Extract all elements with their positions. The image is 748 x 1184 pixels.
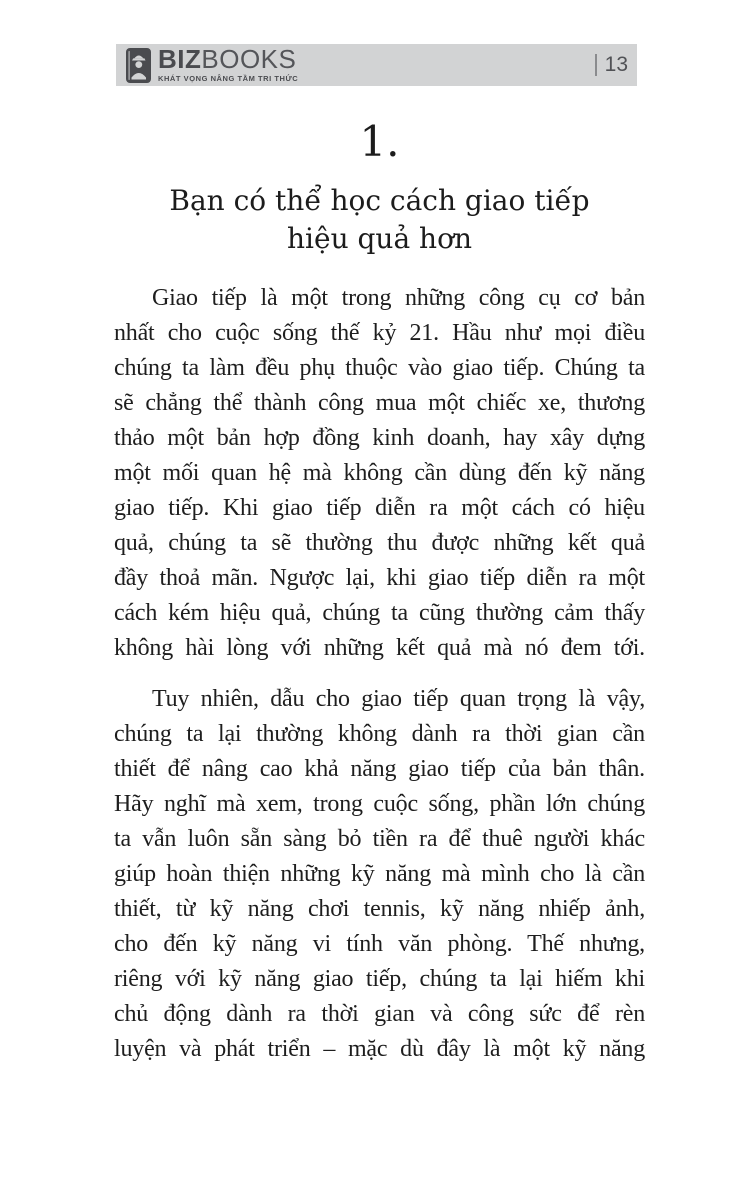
page-number-value: 13 xyxy=(604,53,628,76)
brand-name xyxy=(158,44,298,74)
chapter-title xyxy=(114,182,645,258)
body-line: cho đến kỹ năng vi tính văn phòng. Thế nhưng, xyxy=(114,931,645,957)
brand-text xyxy=(158,44,299,83)
brand-name-bold: BIZ xyxy=(158,44,202,74)
chapter-title-line: hiệu quả hơn xyxy=(287,222,472,255)
paragraph xyxy=(114,682,645,1067)
body-line: thiết, từ kỹ năng chơi tennis, kỹ năng nhiếp ảnh, xyxy=(114,896,645,922)
page-number xyxy=(595,44,628,86)
brand xyxy=(126,44,298,86)
body-line: chúng ta làm đều phụ thuộc vào giao tiếp. Chúng ta xyxy=(114,355,645,381)
chapter-content xyxy=(114,118,645,1067)
body-line: một mối quan hệ mà không cần dùng đến kỹ năng xyxy=(114,460,645,486)
body-line: Hãy nghĩ mà xem, trong cuộc sống, phần lớn chúng xyxy=(114,791,645,817)
body-line: thảo một bản hợp đồng kinh doanh, hay xây dựng xyxy=(114,425,645,451)
body-line: nhất cho cuộc sống thế kỷ 21. Hầu như mọi điều xyxy=(114,320,645,346)
chapter-number: 1. xyxy=(359,117,400,166)
body-line: sẽ chẳng thể thành công mua một chiếc xe, thương xyxy=(114,390,645,416)
page-number-separator xyxy=(595,54,597,76)
body-line: thiết để nâng cao khả năng giao tiếp của bản thân. xyxy=(114,756,645,782)
body-line: giao tiếp. Khi giao tiếp diễn ra một cách có hiệu xyxy=(114,495,645,521)
body-line: riêng với kỹ năng giao tiếp, chúng ta lại hiếm khi xyxy=(114,966,645,992)
body-line: luyện và phát triển – mặc dù đây là một kỹ năng xyxy=(114,1036,645,1062)
brand-name-light: BOOKS xyxy=(201,44,297,74)
paragraph xyxy=(114,281,645,666)
body-line: ta vẫn luôn sẵn sàng bỏ tiền ra để thuê người khác xyxy=(114,826,645,852)
body-line: đầy thoả mãn. Ngược lại, khi giao tiếp diễn ra một xyxy=(114,565,645,591)
body-line: Giao tiếp là một trong những công cụ cơ bản xyxy=(152,285,645,311)
body-text xyxy=(114,281,645,1067)
body-line: quả, chúng ta sẽ thường thu được những kết quả xyxy=(114,530,645,556)
brand-tagline: KHÁT VỌNG NÂNG TẦM TRI THỨC xyxy=(158,74,299,83)
chapter-title-line: Bạn có thể học cách giao tiếp xyxy=(169,184,590,217)
body-line: chủ động dành ra thời gian và công sức để rèn xyxy=(114,1001,645,1027)
body-line: giúp hoàn thiện những kỹ năng mà mình cho là cần xyxy=(114,861,645,887)
bizbooks-logo-icon xyxy=(126,48,151,83)
body-line: Tuy nhiên, dẫu cho giao tiếp quan trọng là vậy, xyxy=(152,686,645,712)
body-line: không hài lòng với những kết quả mà nó đem tới. xyxy=(114,635,645,661)
body-line: cách kém hiệu quả, chúng ta cũng thường cảm thấy xyxy=(114,600,645,626)
page-header xyxy=(116,44,637,86)
body-line: chúng ta lại thường không dành ra thời gian cần xyxy=(114,721,645,747)
